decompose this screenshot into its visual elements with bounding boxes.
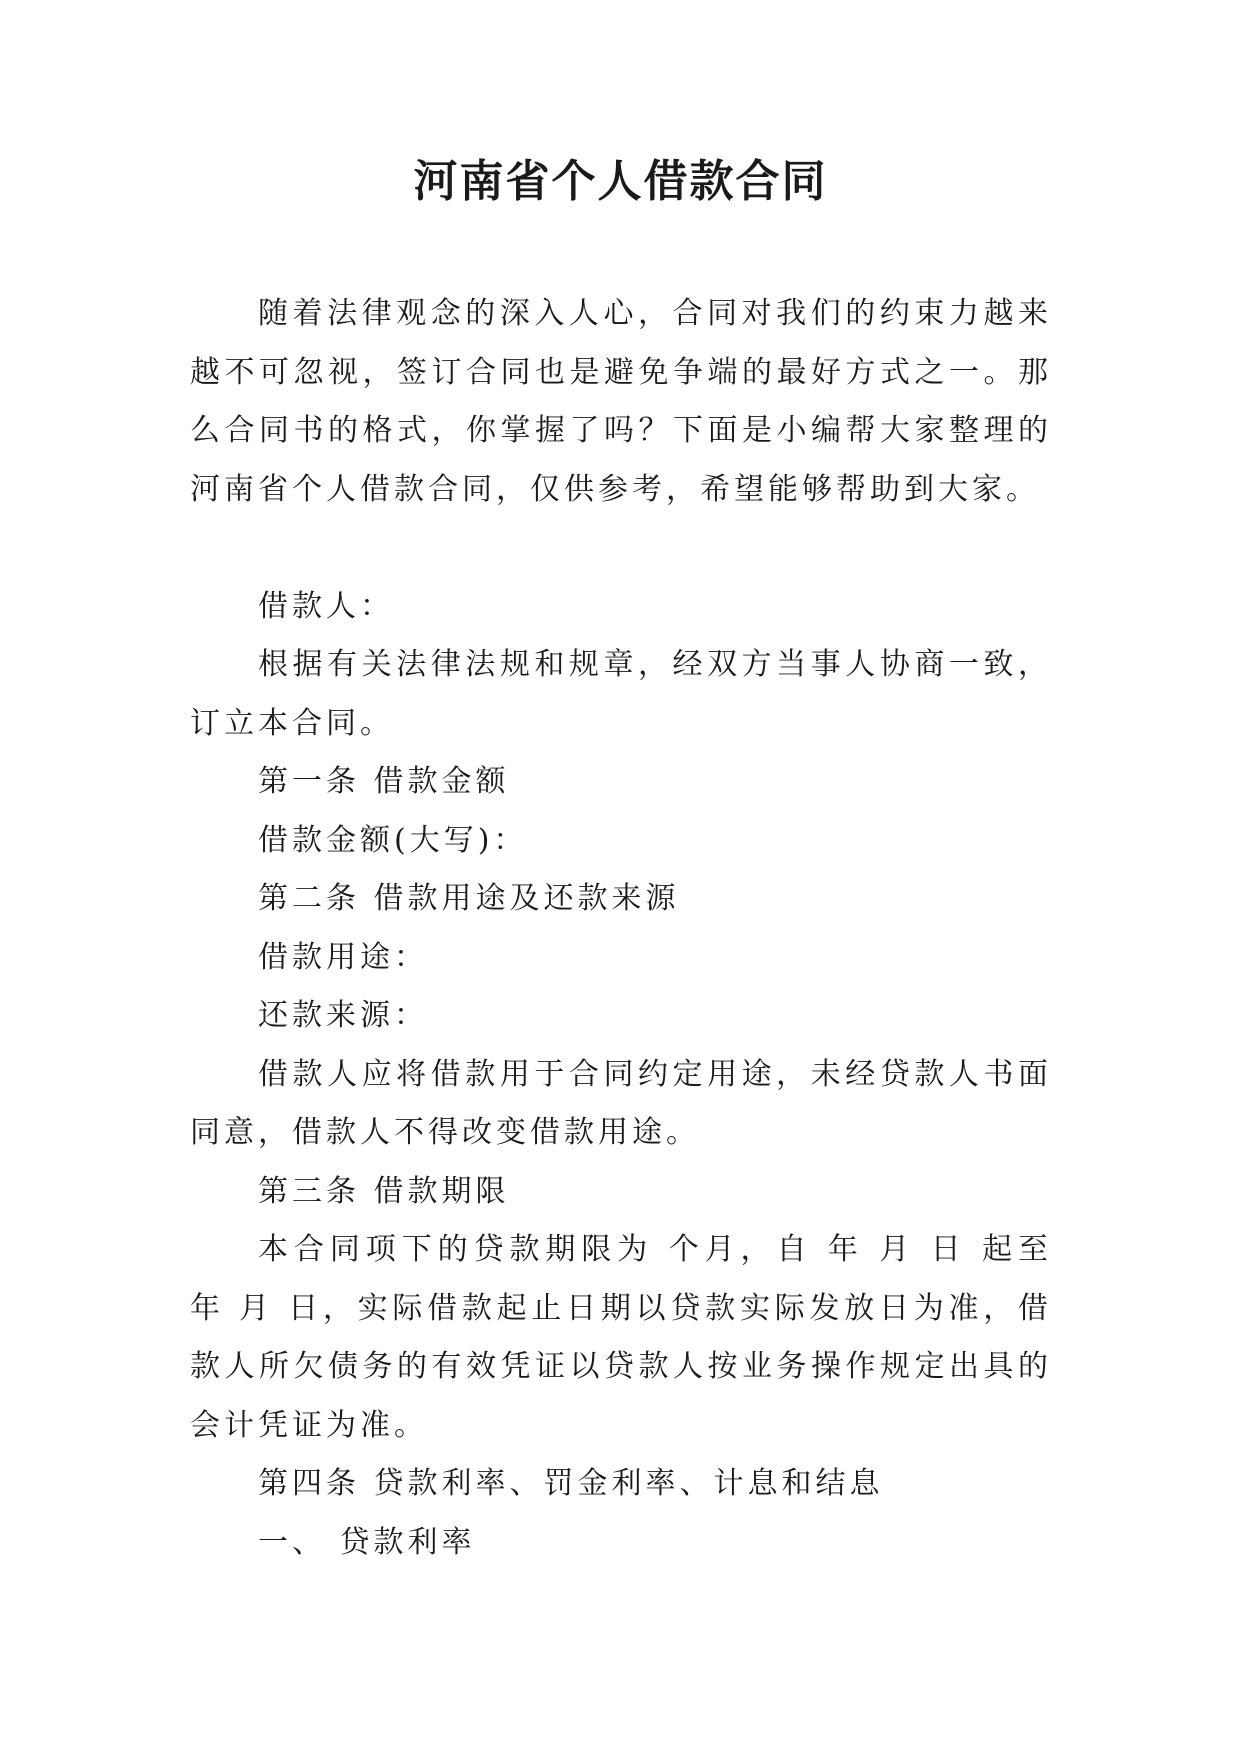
purpose-restriction-paragraph: 借款人应将借款用于合同约定用途，未经贷款人书面同意，借款人不得改变借款用途。	[190, 1056, 1052, 1150]
article-2-heading: 第二条 借款用途及还款来源	[258, 881, 680, 916]
article-4-heading: 第四条 贷款利率、罚金利率、计息和结息	[258, 1466, 884, 1501]
document-body	[190, 285, 1052, 1572]
loan-term-paragraph: 本合同项下的贷款期限为 个月，自 年 月 日 起至 年 月 日，实际借款起止日期以贷款实际发放日为准，借款人所欠债务的有效凭证以贷款人按业务操作规定出具的会计凭证为准。	[190, 1232, 1052, 1443]
paragraph-spacer	[190, 519, 1052, 578]
article-3-heading: 第三条 借款期限	[258, 1173, 510, 1209]
loan-purpose-line: 借款用途：	[258, 939, 428, 975]
intro-paragraph: 随着法律观念的深入人心，合同对我们的约束力越来越不可忽视，签订合同也是避免争端的最好方式之一。那么合同书的格式，你掌握了吗？下面是小编帮大家整理的河南省个人借款合同，仅供参考，希望能够帮助到大家。	[190, 296, 1052, 507]
loan-amount-line: 借款金额(大写)：	[258, 822, 528, 858]
article-1-heading: 第一条 借款金额	[258, 764, 510, 799]
preamble-paragraph: 根据有关法律法规和规章，经双方当事人协商一致，订立本合同。	[190, 647, 1052, 741]
repayment-source-line: 还款来源：	[258, 998, 428, 1033]
document-title: 河南省个人借款合同	[413, 156, 828, 207]
borrower-line: 借款人：	[258, 588, 394, 624]
section-1-heading: 一、 贷款利率	[258, 1524, 476, 1560]
